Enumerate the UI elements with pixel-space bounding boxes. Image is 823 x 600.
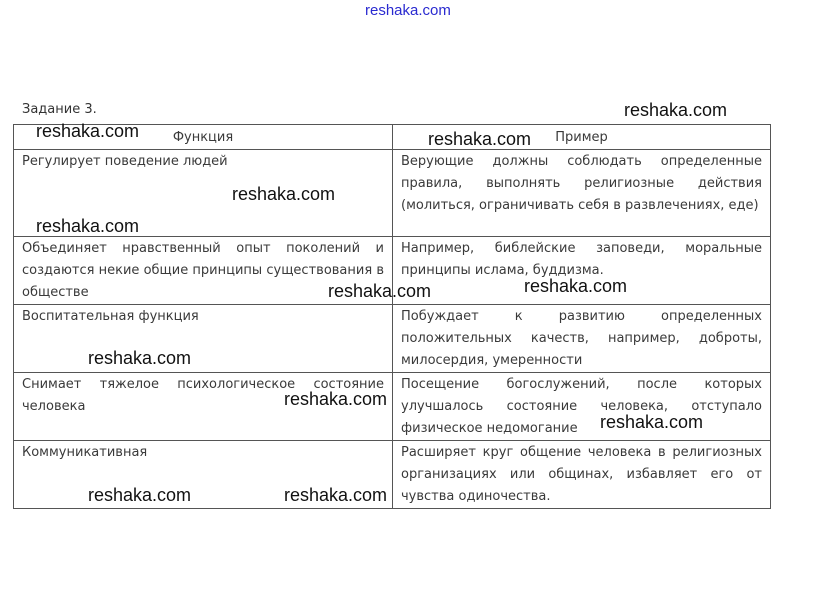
function-cell: Регулирует поведение людей (14, 150, 393, 237)
task-title: Задание 3. (22, 102, 97, 117)
watermark: reshaka.com (36, 121, 140, 141)
watermark: reshaka.com (284, 485, 388, 505)
example-cell: Побуждает к развитию определенных положительных качеств, например, доброты, милосердия, умеренности (393, 305, 771, 373)
watermark: reshaka.com (428, 129, 532, 149)
watermark: reshaka.com (88, 485, 192, 505)
example-cell: Верующие должны соблюдать определенные правила, выполнять религиозные действия (молиться, ограничивать себя в развлечениях, еде) (393, 150, 771, 237)
functions-table (13, 124, 771, 509)
example-cell: Например, библейские заповеди, моральные принципы ислама, буддизма. (393, 237, 771, 305)
function-cell: Объединяет нравственный опыт поколений и создаются некие общие принципы существования в обществе (14, 237, 393, 305)
function-cell: Снимает тяжелое психологическое состояние человека (14, 373, 393, 441)
function-cell: Воспитательная функция (14, 305, 393, 373)
watermark: reshaka.com (624, 100, 728, 120)
watermark: reshaka.com (36, 216, 140, 236)
watermark: reshaka.com (284, 389, 388, 409)
watermark: reshaka.com (524, 276, 628, 296)
header-example: Пример (393, 125, 771, 150)
watermark: reshaka.com (88, 348, 192, 368)
example-cell: Расширяет круг общение человека в религиозных организациях или общинах, избавляет его от чувства одиночества. (393, 441, 771, 509)
function-cell: Коммуникативная (14, 441, 393, 509)
site-link[interactable]: reshaka.com (365, 2, 451, 19)
example-cell: Посещение богослужений, после которых улучшалось состояние человека, отступало физическое недомогание (393, 373, 771, 441)
watermark: reshaka.com (232, 184, 336, 204)
watermark: reshaka.com (600, 412, 704, 432)
header-function: Функция (14, 125, 393, 150)
watermark: reshaka.com (328, 281, 432, 301)
